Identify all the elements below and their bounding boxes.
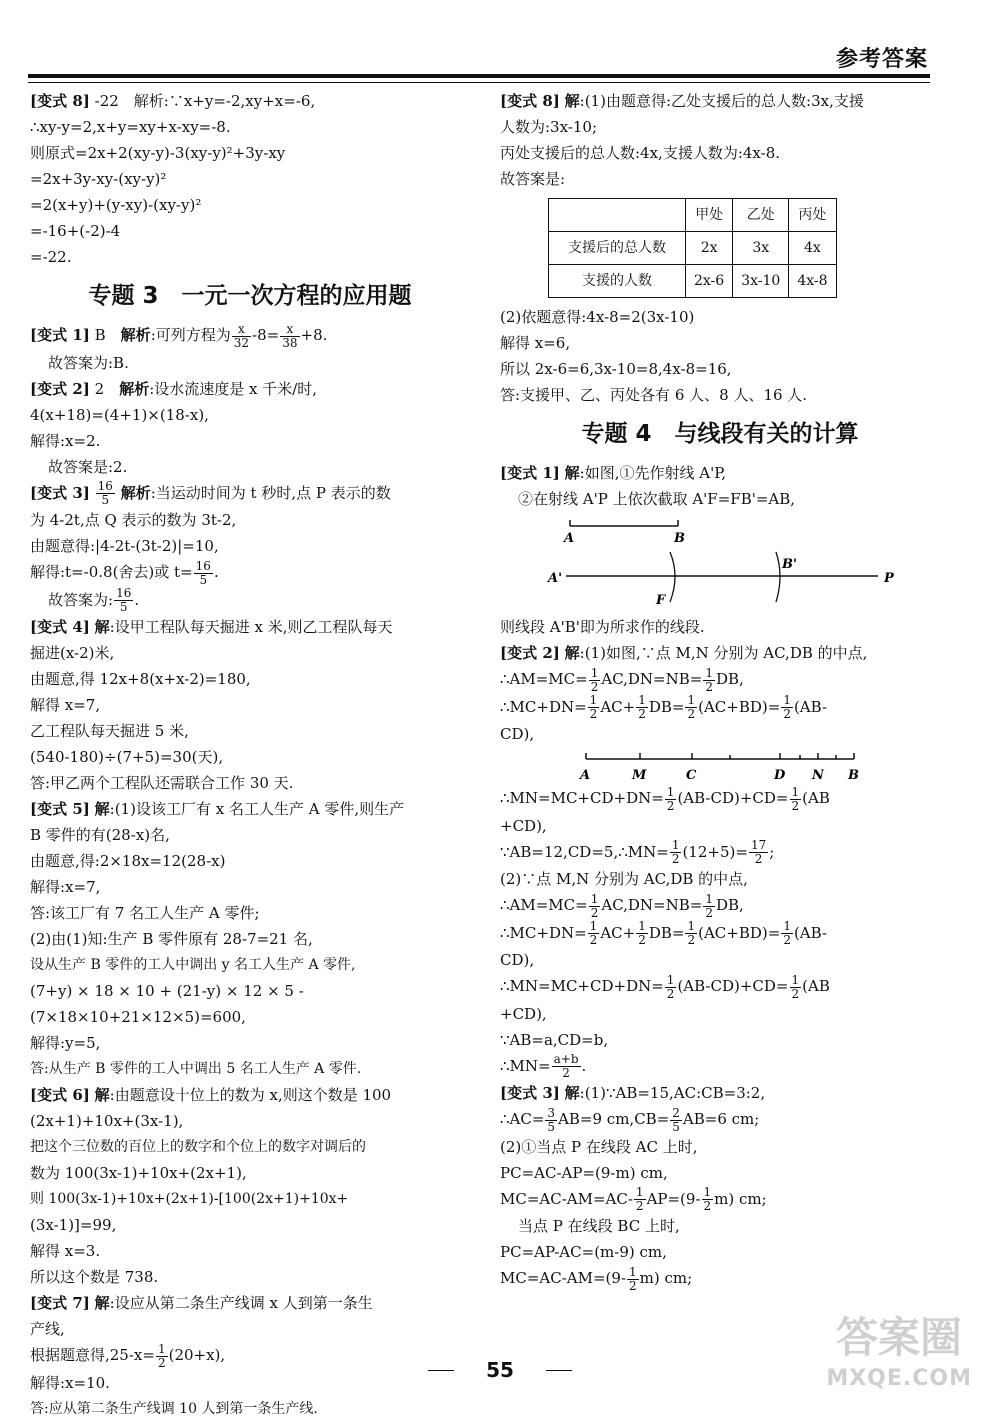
answer-line: 则原式=2x+2(xy-y)-3(xy-y)²+3y-xy (30, 144, 286, 162)
answer-line: 答:甲乙两个工程队还需联合工作 30 天. (30, 774, 294, 792)
fraction: $\frac{16}{5}$ (97, 479, 113, 507)
point-label: P (884, 571, 894, 586)
answer-line: 设从生产 B 零件的工人中调出 y 名工人生产 A 零件, (30, 957, 356, 973)
fraction: $\frac{1}{2}$ (687, 693, 696, 721)
answer-line: PC=AP-AC=(m-9) cm, (500, 1243, 667, 1261)
answer-line: +CD), (500, 1004, 547, 1023)
fraction: $\frac{16}{5}$ (195, 558, 211, 587)
point-label: B (674, 531, 685, 544)
variant-2: [变式 2] 2 解析:设水流速度是 x 千米/时, 4(x+18)=(4+1)×(18-x), 解得:x=2. 故答案是:2. (30, 376, 470, 480)
answer-line: ②在射线 A'P 上依次截取 A'F=FB'=AB, (518, 490, 796, 508)
right-column (500, 88, 940, 1293)
variant-tag: [变式 1] (500, 464, 560, 482)
variant-8-prev (30, 88, 470, 270)
answer-line: 丙处支援后的总人数:4x,支援人数为:4x-8. (500, 144, 780, 162)
variant-t1: [变式 1] 解:如图,①先作射线 A'P, ②在射线 A'P 上依次截取 A'F=FB'=AB, A B A' F B' P 则线段 A'B'即为所求作的线段. (500, 460, 940, 640)
fraction: $\frac{1}{2}$ (629, 1264, 637, 1293)
fraction: $\frac{1}{2}$ (703, 1185, 712, 1213)
fraction: $\frac{16}{5}$ (116, 586, 132, 614)
fraction: $\frac{1}{2}$ (791, 784, 800, 813)
variant-tag: [变式 5] (30, 800, 90, 818)
arc-mark (670, 552, 675, 602)
variant-tag: [变式 8] (30, 92, 90, 110)
answer-line: (3x-1)]=99, (30, 1216, 117, 1234)
answer-line: =2x+3y-xy-(xy-y)² (30, 170, 167, 188)
table-row (549, 265, 837, 298)
variant-1: [变式 1] B 解析:可列方程为 $\frac{x}{32}$ -8= $\frac{x}{38}$ +8. 故答案为:B. (30, 322, 470, 376)
fraction: $\frac{x}{32}$ (233, 321, 250, 350)
header-rule (28, 74, 930, 78)
fraction: $\frac{1}{2}$ (791, 972, 800, 1001)
variant-3: [变式 3] $\frac{16}{5}$ 解析:当运动时间为 t 秒时,点 P 表示的数 为 4-2t,点 Q 表示的数为 3t-2, 由题意得:|4-2t-(3t-2)|=10, 解得:t=-0.8(舍去)或 t= $\frac{16}{5}$ . 故答案为: $\frac{16}{5}$ . (30, 480, 470, 615)
variant-tag: [变式 3] (30, 483, 90, 502)
fraction: $\frac{x}{38}$ (282, 321, 298, 350)
answer-line: 答:该工厂有 7 名工人生产 A 零件; (30, 904, 260, 922)
answer-line: 由题意得:|4-2t-(3t-2)|=10, (30, 537, 219, 555)
variant-4: [变式 4] 解:设甲工程队每天掘进 x 米,则乙工程队每天 掘进(x-2)米, 由题意,得 12x+8(x+x-2)=180, 解得 x=7, 乙工程队每天掘进 5 米, (540-180)÷(7+5)=30(天), 答:甲乙两个工程队还需联合工作 30 天. (30, 614, 470, 796)
table-cell: 4x (789, 232, 836, 265)
answer-line: CD), (500, 951, 535, 969)
section-title: 专题 4 与线段有关的计算 (581, 421, 859, 447)
answer-table (548, 198, 837, 298)
variant-8: [变式 8] 解:(1)由题意得:乙处支援后的总人数:3x,支援 人数为:3x-10; 丙处支援后的总人数:4x,支援人数为:4x-8. 故答案是: 甲处 乙处 丙处 支援后的总人数 2x 3x 4x 支援的人数 2x-6 3x-10 4x-8 (2)依题意得:4x-8=2(3x-10) 解得 x=6, 所以 2x-6=6,3x-10=8,4x-8=16, 答:支援甲、乙、丙处各有 6 人、8 人、16 人. (500, 88, 940, 408)
fraction: $\frac{1}{2}$ (635, 1185, 644, 1213)
header-rule-thin (28, 82, 930, 83)
answer-line: 所以 2x-6=6,3x-10=8,4x-8=16, (500, 360, 732, 378)
fraction: $\frac{1}{2}$ (589, 919, 598, 947)
answer-line: 故答案是:2. (48, 457, 128, 476)
table-cell: 2x (686, 232, 733, 265)
page-number: 55 (486, 1358, 514, 1382)
watermark-site: MXQE.COM (826, 1366, 972, 1391)
answer-line: 解得:x=2. (30, 431, 101, 450)
answer-line: (2)①当点 P 在线段 AC 上时, (500, 1137, 698, 1156)
fraction: $\frac{1}{2}$ (590, 891, 599, 920)
answer-line: 则 100(3x-1)+10x+(2x+1)-[100(2x+1)+10x+ (30, 1191, 349, 1207)
fraction: $\frac{1}{2}$ (589, 693, 598, 721)
watermark (782, 1305, 972, 1391)
variant-tag: [变式 3] (500, 1084, 560, 1102)
answer-line: 掘进(x-2)米, (30, 644, 115, 662)
answer-line: 由题意,得:2×18x=12(28-x) (30, 852, 226, 870)
table-cell: 4x-8 (789, 265, 836, 298)
answer-line: 故答案是: (500, 170, 566, 188)
answer-line: 解得:y=5, (30, 1034, 101, 1052)
answer-line: 解得:x=7, (30, 878, 101, 896)
fraction: $\frac{1}{2}$ (687, 919, 696, 947)
point-label: N (812, 768, 824, 783)
answer-line: 数为 100(3x-1)+10x+(2x+1), (30, 1164, 247, 1182)
answer-line: 答:应从第二条生产线调 10 人到第一条生产线. (30, 1400, 318, 1417)
segment-ab-figure (500, 514, 940, 544)
answer-line: 为 4-2t,点 Q 表示的数为 3t-2, (30, 511, 237, 529)
variant-tag: [变式 7] (30, 1294, 90, 1312)
fraction: $\frac{2}{5}$ (672, 1105, 680, 1134)
answer-line: 把这个三位数的百位上的数字和个位上的数字对调后的 (30, 1139, 366, 1155)
variant-tag: [变式 2] (30, 379, 90, 398)
table-header (549, 199, 686, 232)
answer-line: =2(x+y)+(y-xy)-(xy-y)² (30, 196, 202, 214)
left-column (30, 88, 470, 1422)
answer-line: (540-180)÷(7+5)=30(天), (30, 748, 224, 766)
answer-line: 所以这个数是 738. (30, 1268, 159, 1286)
answer-line: 乙工程队每天掘进 5 米, (30, 722, 189, 740)
section-title: 专题 3 一元一次方程的应用题 (88, 283, 412, 309)
answer-line: 解得 x=6, (500, 334, 571, 352)
answer-line: 故答案为:B. (48, 353, 129, 372)
ray-figure (500, 546, 940, 612)
answer-line: =-22. (30, 248, 72, 266)
fraction: $\frac{3}{5}$ (547, 1105, 556, 1134)
answer-line: (2)依题意得:4x-8=2(3x-10) (500, 308, 695, 326)
answer-line: 解得:x=10. (30, 1373, 110, 1392)
fraction: $\frac{1}{2}$ (705, 891, 713, 920)
answer-line: B 零件的有(28-x)名, (30, 826, 170, 844)
answer-line: 答:从生产 B 零件的工人中调出 5 名工人生产 A 零件. (30, 1061, 362, 1077)
variant-t3: [变式 3] 解:(1)∵AB=15,AC:CB=3:2, ∴AC= $\frac{3}{5}$ AB=9 cm,CB= $\frac{2}{5}$ AB=6 cm; (2)①当点 P 在线段 AC 上时, PC=AC-AP=(9-m) cm, MC=AC-AM=AC- $\frac{1}{2}$ AP=(9- $\frac{1}{2}$ m) cm; 当点 P 在线段 BC 上时, PC=AP-AC=(m-9) cm, MC=AC-AM=(9- $\frac{1}{2}$ m) cm; (500, 1080, 940, 1293)
point-label: C (686, 768, 697, 783)
table-header: 甲处 (686, 199, 733, 232)
answer-line: (2x+1)+10x+(3x-1), (30, 1112, 184, 1130)
answer-line: ∵AB=a,CD=b, (500, 1030, 609, 1049)
answer-line: CD), (500, 725, 535, 743)
point-label: B' (782, 557, 797, 572)
answer-line: (2)∵点 M,N 分别为 AC,DB 的中点, (500, 870, 748, 888)
point-label: D (774, 768, 786, 783)
fraction: $\frac{1}{2}$ (666, 784, 675, 813)
answer-line: 由题意,得 12x+8(x+x-2)=180, (30, 670, 251, 688)
variant-7: [变式 7] 解:设应从第二条生产线调 x 人到第一条生 产线, 根据题意得,25-x= $\frac{1}{2}$ (20+x), 解得:x=10. 答:应从第二条生产线调 10 人到第一条生产线. (30, 1290, 470, 1422)
fraction: $\frac{1}{2}$ (590, 665, 599, 694)
table-header: 乙处 (733, 199, 789, 232)
point-label: A' (548, 571, 563, 586)
answer-line: ∴xy-y=2,x+y=xy+x-xy=-8. (30, 118, 231, 136)
fraction: $\frac{1}{2}$ (666, 972, 675, 1001)
header-title: 参考答案 (835, 47, 928, 72)
answer-line: (7×18×10+21×12×5)=600, (30, 1008, 246, 1026)
table-cell: 支援的人数 (549, 265, 686, 298)
answer-line: +CD), (500, 816, 547, 835)
fraction: $\frac{1}{2}$ (783, 693, 791, 721)
fraction: $\frac{17}{2}$ (750, 838, 767, 866)
answer-line: 则线段 A'B'即为所求作的线段. (500, 618, 705, 636)
answer-line: -22 解析:∵x+y=-2,xy+x=-6, (94, 92, 316, 110)
answer-line: 解得 x=7, (30, 696, 101, 714)
answer-line: 产线, (30, 1320, 65, 1338)
fraction: $\frac{1}{2}$ (157, 1341, 166, 1370)
answer-line: (2)由(1)知:生产 B 零件原有 28-7=21 名, (30, 930, 313, 948)
answer-line: PC=AC-AP=(9-m) cm, (500, 1163, 668, 1182)
table-row (549, 232, 837, 265)
point-label: F (656, 593, 666, 608)
fraction: $\frac{1}{2}$ (638, 919, 646, 947)
table-cell: 支援后的总人数 (549, 232, 686, 265)
table-cell: 2x-6 (686, 265, 733, 298)
variant-5: [变式 5] 解:(1)设该工厂有 x 名工人生产 A 零件,则生产 B 零件的有(28-x)名, 由题意,得:2×18x=12(28-x) 解得:x=7, 答:该工厂有 7 名工人生产 A 零件; (2)由(1)知:生产 B 零件原有 28-7=21 名, 设从生产 B 零件的工人中调出 y 名工人生产 A 零件, (7+y) × 18 × 10 + (21-y) × 12 × 5 - (7×18×10+21×12×5)=600, 解得:y=5, 答:从生产 B 零件的工人中调出 5 名工人生产 A 零件. (30, 796, 470, 1082)
table-header-row (549, 199, 837, 232)
answer-line: 解得 x=3. (30, 1242, 101, 1260)
footer-dash (546, 1370, 572, 1371)
point-label: B (848, 768, 859, 783)
variant-tag: [变式 4] (30, 618, 90, 636)
arc-mark (776, 552, 780, 602)
point-label: A (564, 531, 575, 544)
answer-line: =-16+(-2)-4 (30, 222, 121, 240)
answer-line: 当点 P 在线段 BC 上时, (518, 1217, 680, 1235)
point-label: M (632, 768, 647, 783)
fraction: $\frac{1}{2}$ (671, 838, 680, 866)
fraction: $\frac{1}{2}$ (705, 665, 713, 694)
fraction: $\frac{1}{2}$ (638, 693, 646, 721)
variant-t2: [变式 2] 解:(1)如图,∵点 M,N 分别为 AC,DB 的中点, ∴AM=MC= $\frac{1}{2}$ AC,DN=NB= $\frac{1}{2}$ DB, ∴MC+DN= $\frac{1}{2}$ AC+ $\frac{1}{2}$ DB= $\frac{1}{2}$ (AC+BD)= $\frac{1}{2}$ (AB- CD), A M C D N B ∴MN=MC+CD+DN= $\frac{1}{2}$ (AB-CD)+CD= $\frac{1}{2}$ (AB +CD), ∵AB=12,CD=5,∴MN= $\frac{1}{2}$ (12+5)= $\frac{17}{2}$ ; (2)∵点 M,N 分别为 AC,DB 的中点, ∴AM=MC= $\frac{1}{2}$ AC,DN=NB= $\frac{1}{2}$ DB, ∴MC+DN= $\frac{1}{2}$ AC+ $\frac{1}{2}$ DB= $\frac{1}{2}$ (AC+BD)= $\frac{1}{2}$ (AB- CD), ∴MN=MC+CD+DN= $\frac{1}{2}$ (AB-CD)+CD= $\frac{1}{2}$ (AB +CD), ∵AB=a,CD=b, ∴MN= $\frac{a+b}{2}$ . (500, 640, 940, 1080)
variant-tag: [变式 6] (30, 1086, 90, 1104)
variant-6: [变式 6] 解:由题意设十位上的数为 x,则这个数是 100 (2x+1)+10x+(3x-1), 把这个三位数的百位上的数字和个位上的数字对调后的 数为 100(3x-1)+10x+(2x+1), 则 100(3x-1)+10x+(2x+1)-[100(2x+1)+10x+ (3x-1)]=99, 解得 x=3. 所以这个数是 738. (30, 1082, 470, 1290)
answer-line: 4(x+18)=(4+1)×(18-x), (30, 405, 209, 424)
answer-line: 答:支援甲、乙、丙处各有 6 人、8 人、16 人. (500, 386, 808, 404)
watermark-logo: 答案圈 (835, 1313, 962, 1362)
variant-tag: [变式 1] (30, 326, 90, 344)
table-header: 丙处 (789, 199, 836, 232)
answer-line: (7+y) × 18 × 10 + (21-y) × 12 × 5 - (30, 982, 304, 1000)
variant-tag: [变式 8] (500, 92, 560, 110)
fraction: $\frac{1}{2}$ (783, 919, 791, 947)
segment-amcdnb-figure (500, 749, 940, 783)
table-cell: 3x (733, 232, 789, 265)
fraction: $\frac{a+b}{2}$ (553, 1052, 579, 1080)
variant-tag: [变式 2] (500, 644, 560, 662)
answer-line: 人数为:3x-10; (500, 118, 598, 136)
point-label: A (580, 768, 591, 783)
table-cell: 3x-10 (733, 265, 789, 298)
